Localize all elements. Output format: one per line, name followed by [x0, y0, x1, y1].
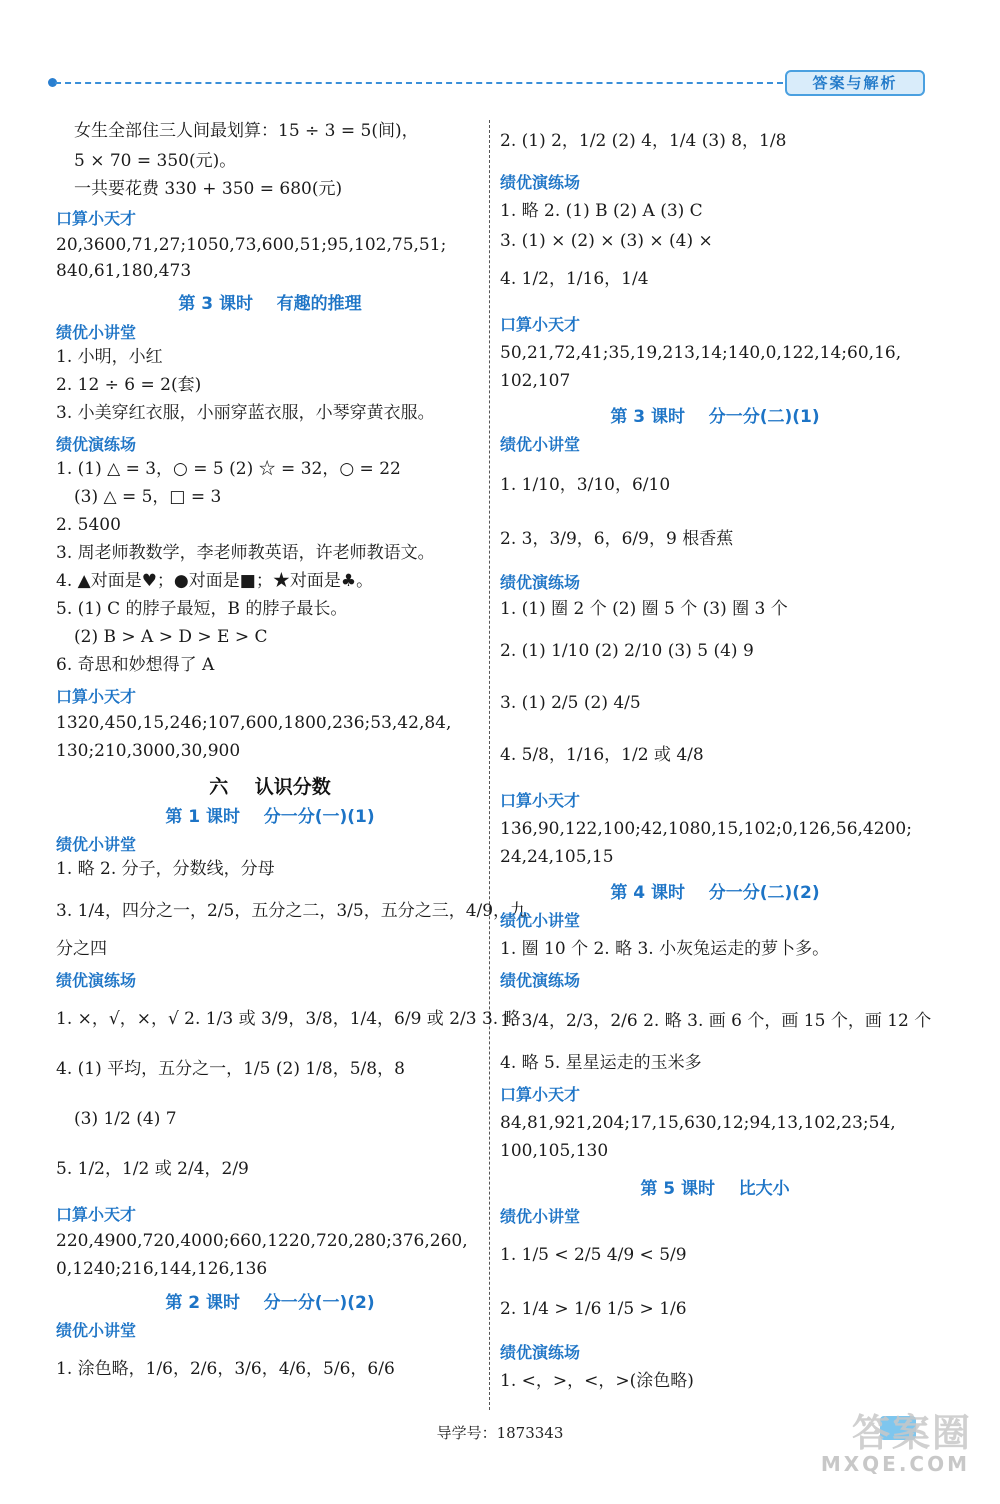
text-line: 5. (1) C 的脖子最短，B 的脖子最长。	[56, 599, 348, 619]
text-line: 1. (1) 圈 2 个 (2) 圈 5 个 (3) 圈 3 个	[500, 599, 788, 619]
text-line: 100,105,130	[500, 1141, 609, 1161]
text-line: 220,4900,720,4000;660,1220,720,280;376,260,	[56, 1231, 468, 1251]
text-line: 50,21,72,41;35,19,213,14;140,0,122,14;60,16,	[500, 343, 902, 363]
text-line: 1. 1/10，3/10，6/10	[500, 475, 671, 495]
section-heading: 绩优演练场	[500, 1343, 581, 1362]
text-line: 1320,450,15,246;107,600,1800,236;53,42,84,	[56, 713, 452, 733]
text-line: 4. ▲对面是♥；●对面是■；★对面是♣。	[56, 571, 374, 591]
text-line: 1. 略 2. (1) B (2) A (3) C	[500, 201, 703, 221]
text-line: 2. 5400	[56, 515, 121, 535]
text-line: 1. 圈 10 个 2. 略 3. 小灰兔运走的萝卜多。	[500, 939, 830, 959]
section-heading: 口算小天才	[56, 687, 137, 706]
text-line: 1. 涂色略，1/6，2/6，3/6，4/6，5/6，6/6	[56, 1359, 395, 1379]
text-line: 1. <，>，<，>(涂色略)	[500, 1371, 694, 1391]
header-tab: 答案与解析	[785, 70, 925, 96]
section-heading: 绩优小讲堂	[56, 323, 137, 342]
section-heading: 绩优演练场	[500, 573, 581, 592]
lesson-title: 第 3 课时 分一分(二)(1)	[610, 407, 820, 427]
header-rule	[55, 82, 783, 84]
section-heading: 绩优演练场	[500, 173, 581, 192]
text-line: 20,3600,71,27;1050,73,600,51;95,102,75,51;	[56, 235, 447, 255]
text-line: 3. (1) × (2) × (3) × (4) ×	[500, 231, 713, 251]
text-line: 5 × 70 = 350(元)。	[74, 151, 237, 171]
section-heading: 口算小天才	[56, 209, 137, 228]
lesson-title: 第 4 课时 分一分(二)(2)	[610, 883, 820, 903]
text-line: 4. 1/2，1/16，1/4	[500, 269, 649, 289]
text-line: 1. 略 2. 分子，分数线，分母	[56, 859, 275, 879]
lesson-title: 第 3 课时 有趣的推理	[178, 294, 362, 314]
section-heading: 绩优演练场	[56, 435, 137, 454]
text-line: (3) 1/2 (4) 7	[74, 1109, 177, 1129]
section-heading: 绩优小讲堂	[56, 1321, 137, 1340]
text-line: 4. 略 5. 星星运走的玉米多	[500, 1053, 702, 1073]
text-line: 102,107	[500, 371, 571, 391]
text-line: 一共要花费 330 + 350 = 680(元)	[74, 179, 343, 199]
section-heading: 口算小天才	[500, 791, 581, 810]
text-line: 1. 1/5 < 2/5 4/9 < 5/9	[500, 1245, 687, 1265]
text-line: 3. 1/4，四分之一，2/5，五分之二，3/5，五分之三，4/9，九	[56, 901, 528, 921]
text-line: 3. 小美穿红衣服，小丽穿蓝衣服，小琴穿黄衣服。	[56, 403, 435, 423]
lesson-title: 第 1 课时 分一分(一)(1)	[165, 807, 375, 827]
text-line: 1. ×，√，×，√ 2. 1/3 或 3/9，3/8，1/4，6/9 或 2/3 3. 略	[56, 1009, 521, 1029]
section-heading: 绩优小讲堂	[500, 435, 581, 454]
text-line: (2) B > A > D > E > C	[74, 627, 268, 647]
column-divider	[489, 120, 490, 1410]
text-line: 1. (1) △ = 3，○ = 5 (2) ☆ = 32，○ = 22	[56, 459, 401, 479]
text-line: 3. 周老师教数学，李老师教英语，许老师教语文。	[56, 543, 435, 563]
text-line: 2. (1) 2，1/2 (2) 4，1/4 (3) 8，1/8	[500, 131, 787, 151]
section-heading: 口算小天才	[500, 315, 581, 334]
text-line: 2. (1) 1/10 (2) 2/10 (3) 5 (4) 9	[500, 641, 754, 661]
text-line: 136,90,122,100;42,1080,15,102;0,126,56,4200;	[500, 819, 912, 839]
text-line: 1. 小明，小红	[56, 347, 163, 367]
watermark-url: MXQE.COM	[820, 1452, 970, 1476]
section-heading: 口算小天才	[500, 1085, 581, 1104]
text-line: 0,1240;216,144,126,136	[56, 1259, 268, 1279]
section-heading: 绩优小讲堂	[56, 835, 137, 854]
text-line: 分之四	[56, 939, 107, 959]
lesson-title: 第 5 课时 比大小	[640, 1179, 790, 1199]
text-line: 4. (1) 平均，五分之一，1/5 (2) 1/8，5/8，8	[56, 1059, 405, 1079]
text-line: 840,61,180,473	[56, 261, 192, 281]
text-line: 女生全部住三人间最划算：15 ÷ 3 = 5(间)，	[74, 121, 419, 141]
text-line: 6. 奇思和妙想得了 A	[56, 655, 215, 675]
text-line: 1. 3/4，2/3，2/6 2. 略 3. 画 6 个，画 15 个，画 12 个	[500, 1011, 932, 1031]
footer-code: 导学号：1873343	[436, 1424, 564, 1442]
section-heading: 口算小天才	[56, 1205, 137, 1224]
text-line: 2. 3，3/9，6，6/9，9 根香蕉	[500, 529, 734, 549]
text-line: 3. (1) 2/5 (2) 4/5	[500, 693, 641, 713]
text-line: 4. 5/8，1/16，1/2 或 4/8	[500, 745, 704, 765]
section-heading: 绩优小讲堂	[500, 911, 581, 930]
section-heading: 绩优演练场	[56, 971, 137, 990]
unit-title: 六 认识分数	[209, 776, 331, 798]
text-line: 130;210,3000,30,900	[56, 741, 241, 761]
text-line: 84,81,921,204;17,15,630,12;94,13,102,23;54,	[500, 1113, 896, 1133]
watermark-logo: 答案圈	[851, 1411, 972, 1455]
section-heading: 绩优小讲堂	[500, 1207, 581, 1226]
lesson-title: 第 2 课时 分一分(一)(2)	[165, 1293, 375, 1313]
text-line: (3) △ = 5，□ = 3	[74, 487, 222, 507]
text-line: 24,24,105,15	[500, 847, 614, 867]
text-line: 5. 1/2，1/2 或 2/4，2/9	[56, 1159, 249, 1179]
text-line: 2. 12 ÷ 6 = 2(套)	[56, 375, 202, 395]
section-heading: 绩优演练场	[500, 971, 581, 990]
text-line: 2. 1/4 > 1/6 1/5 > 1/6	[500, 1299, 687, 1319]
